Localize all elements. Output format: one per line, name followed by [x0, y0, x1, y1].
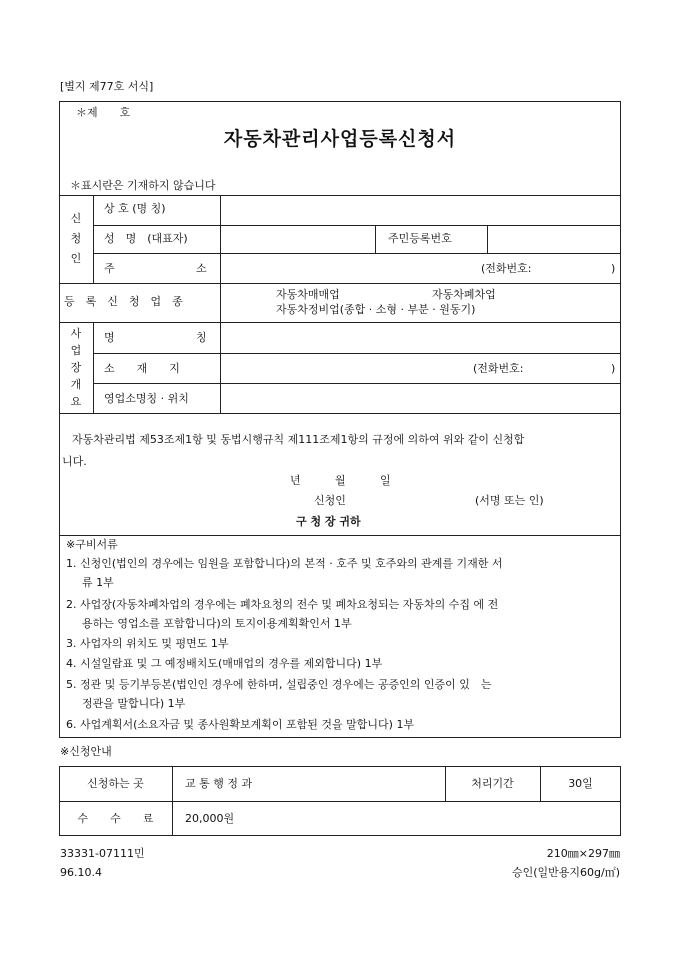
- divider: [59, 535, 621, 536]
- form-title: 자동차관리사업등록신청서: [223, 128, 457, 150]
- applicant-address-field[interactable]: [221, 254, 471, 282]
- business-type-option-sale[interactable]: 자동차매매업: [276, 288, 340, 301]
- form-reference: [별지 제77호 서식]: [60, 80, 154, 93]
- document-item: 용하는 영업소를 포함합니다)의 토지이용계획확인서 1부: [82, 617, 352, 630]
- document-item: 5. 정관 및 등기부등본(법인인 경우에 한하며, 설립중인 경우에는 공증인의 인증이 있 는: [66, 678, 492, 691]
- site-name-field[interactable]: [221, 323, 620, 352]
- processing-period-value: 30일: [568, 777, 593, 790]
- declaration-line-1: 자동차관리법 제53조제1항 및 동법시행규칙 제111조제1항의 규정에 의하여 위와 같이 신청합: [72, 433, 525, 446]
- site-group-label-2: 업: [70, 344, 82, 357]
- guide-heading: ※신청안내: [60, 745, 112, 758]
- paper-size: 210㎜×297㎜: [546, 847, 620, 860]
- address-label-end: 소: [196, 262, 207, 275]
- applicant-phone-label: (전화번호:: [481, 262, 532, 275]
- date-day-label: 일: [380, 474, 391, 487]
- declaration-line-2: 니다.: [62, 455, 87, 468]
- form-date: 96.10.4: [60, 866, 102, 879]
- document-item: 6. 사업계획서(소요자금 및 종사원확보계획이 포함된 것을 말합니다) 1부: [66, 718, 415, 731]
- divider: [220, 283, 221, 322]
- representative-name-label: 성 명 (대표자): [104, 232, 188, 245]
- form-code: 33331-07111민: [60, 847, 145, 860]
- header-note: ＊표시란은 기재하지 않습니다: [70, 179, 216, 192]
- site-group-label-3: 장: [70, 361, 82, 374]
- divider: [59, 283, 621, 284]
- business-type-option-scrap[interactable]: 자동차폐차업: [432, 288, 496, 301]
- number-label: ＊제 호: [76, 106, 131, 119]
- divider: [59, 413, 621, 414]
- address-label: 주: [104, 262, 115, 275]
- site-group-label-5: 요: [70, 395, 82, 408]
- business-type-option-repair[interactable]: 자동차정비업(종합 · 소형 · 부분 · 원동기): [276, 303, 476, 316]
- resident-number-label: 주민등록번호: [388, 232, 452, 245]
- divider: [93, 322, 94, 413]
- business-type-label: 등 록 신 청 업 종: [64, 295, 183, 308]
- processing-period-label: 처리기간: [471, 777, 514, 790]
- applicant-group-label-3: 인: [70, 252, 82, 265]
- divider: [59, 801, 621, 802]
- document-item: 2. 사업장(자동차폐차업의 경우에는 폐차요청의 전수 및 폐차요청되는 자동차의 수집 에 전: [66, 598, 499, 611]
- fee-value: 20,000원: [185, 812, 235, 825]
- paper-spec: 승인(일반용지60g/㎡): [511, 866, 620, 879]
- site-group-label-1: 사: [70, 327, 82, 340]
- site-location-label: 소 재 지: [104, 362, 180, 375]
- trade-name-field[interactable]: [221, 196, 620, 224]
- applicant-phone-close: ): [611, 262, 616, 275]
- document-item: 3. 사업자의 위치도 및 평면도 1부: [66, 637, 229, 650]
- site-group-label-4: 개: [70, 378, 82, 391]
- trade-name-label: 상 호 (명 칭): [104, 202, 166, 215]
- site-name-label: 명: [104, 331, 115, 344]
- site-phone-close: ): [611, 362, 616, 375]
- document-item: 류 1부: [82, 576, 114, 589]
- applicant-group-label-1: 신: [70, 212, 82, 225]
- office-name-location-field[interactable]: [221, 384, 620, 412]
- representative-name-field[interactable]: [221, 226, 374, 252]
- addressee: 구 청 장 귀하: [296, 515, 361, 528]
- office-name-location-label: 영업소명칭 · 위치: [104, 392, 189, 405]
- office-label: 신청하는 곳: [87, 777, 144, 790]
- date-month-label: 월: [335, 474, 346, 487]
- document-item: 1. 신청인(법인의 경우에는 임원을 포함합니다)의 본적 · 호주 및 호주와의 관계를 기재한 서: [66, 557, 503, 570]
- documents-heading: ※구비서류: [66, 538, 118, 551]
- document-item: 정관을 말합니다) 1부: [82, 697, 186, 710]
- office-value: 교 통 행 정 과: [185, 777, 253, 790]
- site-phone-label: (전화번호:: [473, 362, 524, 375]
- divider: [172, 766, 173, 836]
- divider: [375, 225, 376, 253]
- resident-number-field[interactable]: [488, 226, 620, 252]
- applicant-signature-label: 신청인: [314, 494, 346, 507]
- fee-label: 수 수 료: [77, 812, 154, 825]
- site-location-field[interactable]: [221, 354, 471, 382]
- site-phone-field[interactable]: [538, 356, 608, 380]
- document-item: 4. 시설일람표 및 그 예정배치도(매매업의 경우를 제외합니다) 1부: [66, 657, 383, 670]
- applicant-signature-field[interactable]: [360, 492, 470, 510]
- signature-note: (서명 또는 인): [475, 494, 544, 507]
- date-year-label: 년: [290, 474, 301, 487]
- applicant-group-label-2: 청: [70, 232, 82, 245]
- divider: [93, 195, 94, 283]
- site-name-label-end: 칭: [196, 331, 207, 344]
- applicant-phone-field[interactable]: [546, 256, 608, 280]
